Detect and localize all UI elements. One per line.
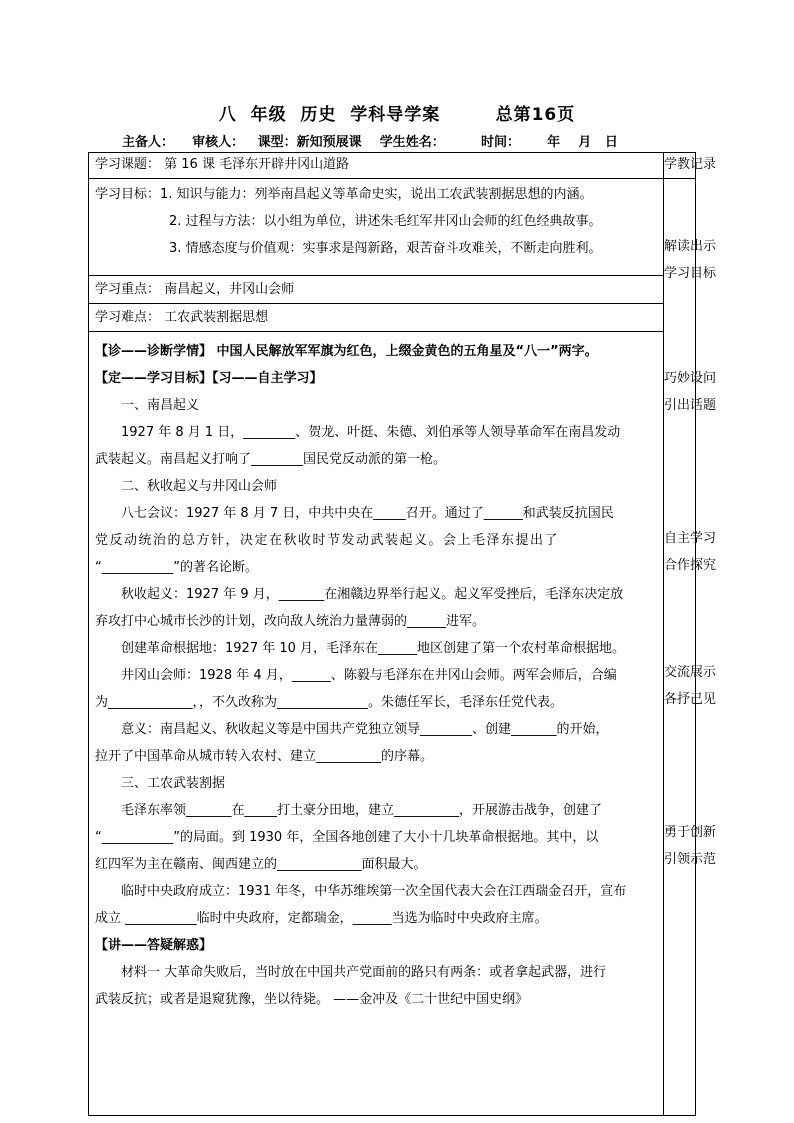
record-column (664, 179, 717, 1116)
body-line: 意义：南昌起义、秋收起义等是中国共产党独立领导________、创建_______的开始， (121, 721, 609, 737)
goal-line: 2. 过程与方法：以小组为单位，讲述朱毛红军井冈山会师的红色经典故事。 (169, 214, 602, 229)
difficulty-cell (89, 303, 664, 331)
section-heading: 【诊——诊断学情】 中国人民解放军军旗为红色，上缀金黄色的五角星及“八一”两字。 (95, 343, 598, 359)
goal-line: 学习目标：1. 知识与能力：列举南昌起义等革命史实，说出工农武装割据思想的内涵。 (95, 187, 593, 202)
body-line: 八七会议：1927 年 8 月 7 日，中共中央在_____召开。通过了______和武装反抗国民 (121, 505, 614, 521)
subsection-title: 二、秋收起义与井冈山会师 (121, 478, 278, 494)
difficulty-text: 学习难点： 工农武装割据思想 (95, 309, 269, 325)
body-line: 秋收起义：1927 年 9 月，_______在湘赣边界举行起义。起义军受挫后，毛泽东决定放 (121, 586, 624, 602)
record-note: 勇于创新 引领示范 (664, 825, 717, 867)
page-title: 八 年级 历史 学科导学案 总第16页 (218, 105, 576, 125)
key-cell (89, 275, 664, 303)
body-line: 红四军为主在赣南、闽西建立的_____________面积最大。 (95, 856, 427, 872)
body-line: 弃攻打中心城市长沙的计划，改向敌人统治力量薄弱的______进军。 (95, 613, 486, 629)
body-line: “___________”的著名论断。 (95, 559, 258, 575)
record-header-cell (664, 153, 717, 179)
subsection-title: 三、工农武装割据 (121, 775, 226, 791)
section-heading: 【讲——答疑解惑】 (95, 937, 213, 953)
goals-cell (89, 179, 664, 276)
body-line: 拉开了中国革命从城市转入农村、建立__________的序幕。 (95, 748, 434, 764)
body-line: 成立 ___________临时中央政府，定都瑞金，______当选为临时中央政府主席。 (95, 910, 548, 926)
body-line: 为_____________，，不久改称为______________。朱德任军长，毛泽东任党代表。 (95, 694, 564, 710)
body-line: 材料一 大革命失败后，当时放在中国共产党面前的路只有两条：或者拿起武器，进行 (121, 964, 607, 980)
record-note: 交流展示 各抒己见 (664, 665, 717, 707)
body-line: 1927 年 8 月 1 日，________、贺龙、叶挺、朱德、刘伯承等人领导革命军在南昌发动 (121, 424, 621, 440)
body-line: “___________”的局面。到 1930 年，全国各地创建了大小十几块革命根据地。其中，以 (95, 829, 599, 845)
body-line: 井冈山会师：1928 年 4 月，______、陈毅与毛泽东在井冈山会师。两军会师后，合编 (121, 667, 617, 683)
record-header: 学教记录 (664, 157, 717, 172)
record-note: 自主学习 合作探究 (664, 531, 717, 573)
goal-line: 3. 情感态度与价值观：实事求是闯新路，艰苦奋斗攻难关，不断走向胜利。 (169, 241, 602, 256)
header-meta: 主备人： 审核人： 课型：新知预展课 学生姓名： 时间： 年 月 日 (122, 135, 618, 150)
study-guide-table (88, 152, 717, 1116)
subsection-title: 一、南昌起义 (121, 397, 200, 413)
section-heading: 【定——学习目标】【习——自主学习】 (95, 370, 323, 386)
record-note: 巧妙设问 引出话题 (664, 371, 717, 413)
body-line: 临时中央政府成立：1931 年冬，中华苏维埃第一次全国代表大会在江西瑞金召开，宣布 (121, 883, 627, 899)
body-line: 党反动统治的总方针，决定在秋收时节发动武装起义。会上毛泽东提出了 (95, 532, 560, 548)
body-line: 武装起义。南昌起义打响了________国民党反动派的第一枪。 (95, 451, 447, 467)
body-line: 武装反抗；或者是退窥犹豫，坐以待毙。 ——金冲及《二十世纪中国史纲》 (95, 991, 529, 1007)
topic-text: 学习课题： 第 16 课 毛泽东开辟井冈山道路 (95, 157, 350, 172)
body-line: 毛泽东率领_______在_____打土豪分田地，建立__________，开展游击战争，创建了 (121, 802, 603, 818)
topic-cell (89, 153, 664, 179)
key-text: 学习重点： 南昌起义，井冈山会师 (95, 281, 295, 297)
body-line: 创建革命根据地：1927 年 10 月，毛泽东在______地区创建了第一个农村革命根据地。 (121, 640, 626, 656)
record-note: 解读出示 学习目标 (664, 239, 717, 281)
body-cell (89, 331, 664, 1115)
